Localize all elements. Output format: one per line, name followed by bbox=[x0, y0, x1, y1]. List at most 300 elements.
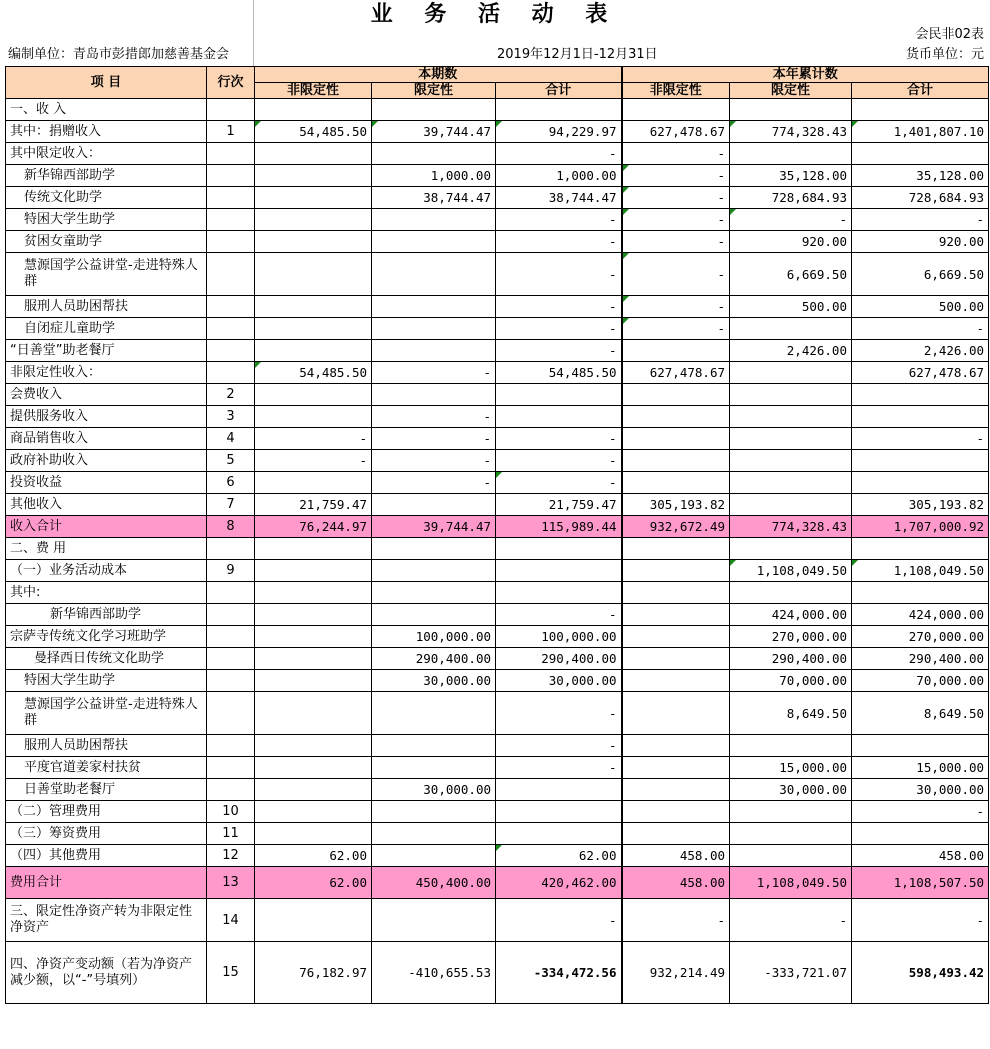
cell-current-total: - bbox=[496, 209, 622, 231]
cell-current-unrestricted bbox=[255, 560, 372, 582]
cell-ytd-restricted bbox=[730, 823, 852, 845]
row-line-number: 8 bbox=[207, 516, 255, 538]
row-line-number bbox=[207, 604, 255, 626]
cell-ytd-restricted: 728,684.93 bbox=[730, 187, 852, 209]
cell-ytd-total: 270,000.00 bbox=[852, 626, 989, 648]
cell-ytd-unrestricted: 627,478.67 bbox=[622, 362, 730, 384]
table-row bbox=[6, 757, 989, 779]
cell-ytd-unrestricted: 932,214.49 bbox=[622, 942, 730, 1004]
row-item-label: （一）业务活动成本 bbox=[6, 560, 207, 582]
cell-current-restricted: 39,744.47 bbox=[372, 516, 496, 538]
header-ytd-total: 合计 bbox=[852, 83, 989, 99]
cell-current-restricted bbox=[372, 143, 496, 165]
row-line-number bbox=[207, 779, 255, 801]
cell-ytd-restricted: 774,328.43 bbox=[730, 516, 852, 538]
row-item-label: 其他收入 bbox=[6, 494, 207, 516]
cell-current-restricted bbox=[372, 845, 496, 867]
cell-current-restricted bbox=[372, 384, 496, 406]
table-row bbox=[6, 516, 989, 538]
row-line-number: 11 bbox=[207, 823, 255, 845]
cell-ytd-unrestricted bbox=[622, 823, 730, 845]
cell-ytd-total: 728,684.93 bbox=[852, 187, 989, 209]
cell-ytd-restricted: 774,328.43 bbox=[730, 121, 852, 143]
cell-current-unrestricted bbox=[255, 406, 372, 428]
cell-current-restricted bbox=[372, 318, 496, 340]
cell-current-total: 290,400.00 bbox=[496, 648, 622, 670]
cell-ytd-unrestricted bbox=[622, 450, 730, 472]
cell-ytd-total: 627,478.67 bbox=[852, 362, 989, 384]
cell-ytd-restricted: 270,000.00 bbox=[730, 626, 852, 648]
cell-current-unrestricted bbox=[255, 582, 372, 604]
cell-current-total bbox=[496, 779, 622, 801]
row-item-label: 政府补助收入 bbox=[6, 450, 207, 472]
row-item-label: 提供服务收入 bbox=[6, 406, 207, 428]
cell-current-restricted: - bbox=[372, 362, 496, 384]
cell-ytd-total: 1,108,507.50 bbox=[852, 867, 989, 899]
row-line-number: 13 bbox=[207, 867, 255, 899]
cell-ytd-restricted: 2,426.00 bbox=[730, 340, 852, 362]
table-row bbox=[6, 626, 989, 648]
cell-current-unrestricted: 21,759.47 bbox=[255, 494, 372, 516]
cell-ytd-restricted: 500.00 bbox=[730, 296, 852, 318]
cell-current-total: - bbox=[496, 296, 622, 318]
cell-ytd-restricted: 30,000.00 bbox=[730, 779, 852, 801]
row-item-label: 费用合计 bbox=[6, 867, 207, 899]
row-item-label: 传统文化助学 bbox=[6, 187, 207, 209]
cell-current-total: - bbox=[496, 899, 622, 942]
header-line: 行次 bbox=[207, 67, 255, 99]
cell-ytd-restricted bbox=[730, 143, 852, 165]
cell-ytd-unrestricted: 932,672.49 bbox=[622, 516, 730, 538]
row-item-label: （四）其他费用 bbox=[6, 845, 207, 867]
table-row bbox=[6, 340, 989, 362]
row-item-label: 特困大学生助学 bbox=[6, 209, 207, 231]
cell-current-restricted bbox=[372, 801, 496, 823]
cell-ytd-restricted bbox=[730, 538, 852, 560]
cell-current-unrestricted: 76,182.97 bbox=[255, 942, 372, 1004]
cell-current-unrestricted bbox=[255, 384, 372, 406]
table-row bbox=[6, 318, 989, 340]
row-line-number bbox=[207, 362, 255, 384]
cell-current-restricted bbox=[372, 538, 496, 560]
cell-ytd-unrestricted bbox=[622, 670, 730, 692]
cell-ytd-total: 70,000.00 bbox=[852, 670, 989, 692]
cell-current-unrestricted: 76,244.97 bbox=[255, 516, 372, 538]
cell-ytd-restricted: 8,649.50 bbox=[730, 692, 852, 735]
cell-current-restricted bbox=[372, 99, 496, 121]
cell-ytd-total: 424,000.00 bbox=[852, 604, 989, 626]
row-item-label: 其中限定收入： bbox=[6, 143, 207, 165]
row-line-number bbox=[207, 318, 255, 340]
cell-ytd-total: 2,426.00 bbox=[852, 340, 989, 362]
row-item-label: 二、费 用 bbox=[6, 538, 207, 560]
cell-ytd-total: - bbox=[852, 318, 989, 340]
cell-ytd-restricted: 1,108,049.50 bbox=[730, 867, 852, 899]
cell-current-unrestricted bbox=[255, 757, 372, 779]
cell-current-restricted bbox=[372, 757, 496, 779]
cell-ytd-total: 8,649.50 bbox=[852, 692, 989, 735]
cell-current-restricted: 290,400.00 bbox=[372, 648, 496, 670]
cell-ytd-unrestricted bbox=[622, 692, 730, 735]
cell-current-restricted bbox=[372, 340, 496, 362]
cell-ytd-restricted: 424,000.00 bbox=[730, 604, 852, 626]
header-item: 项 目 bbox=[6, 67, 207, 99]
cell-current-unrestricted: - bbox=[255, 428, 372, 450]
cell-current-unrestricted bbox=[255, 340, 372, 362]
row-line-number bbox=[207, 648, 255, 670]
cell-ytd-total bbox=[852, 582, 989, 604]
row-item-label: 曼择西日传统文化助学 bbox=[6, 648, 207, 670]
cell-ytd-total: 458.00 bbox=[852, 845, 989, 867]
table-row bbox=[6, 582, 989, 604]
cell-current-total bbox=[496, 823, 622, 845]
row-line-number bbox=[207, 735, 255, 757]
cell-current-total: 21,759.47 bbox=[496, 494, 622, 516]
cell-current-restricted bbox=[372, 231, 496, 253]
cell-ytd-unrestricted bbox=[622, 757, 730, 779]
cell-ytd-restricted: 6,669.50 bbox=[730, 253, 852, 296]
cell-current-restricted bbox=[372, 560, 496, 582]
table-row bbox=[6, 296, 989, 318]
cell-current-restricted bbox=[372, 253, 496, 296]
cell-ytd-total: - bbox=[852, 428, 989, 450]
cell-current-unrestricted bbox=[255, 538, 372, 560]
cell-current-total: -334,472.56 bbox=[496, 942, 622, 1004]
cell-current-unrestricted bbox=[255, 692, 372, 735]
cell-current-total bbox=[496, 99, 622, 121]
row-item-label: （三）筹资费用 bbox=[6, 823, 207, 845]
cell-current-total: - bbox=[496, 143, 622, 165]
table-row bbox=[6, 604, 989, 626]
cell-ytd-unrestricted bbox=[622, 779, 730, 801]
table-row bbox=[6, 867, 989, 899]
cell-ytd-unrestricted: - bbox=[622, 209, 730, 231]
cell-ytd-unrestricted bbox=[622, 428, 730, 450]
cell-ytd-unrestricted bbox=[622, 582, 730, 604]
cell-ytd-total bbox=[852, 384, 989, 406]
cell-ytd-total bbox=[852, 538, 989, 560]
cell-current-unrestricted: 54,485.50 bbox=[255, 121, 372, 143]
cell-ytd-restricted bbox=[730, 845, 852, 867]
row-line-number: 6 bbox=[207, 472, 255, 494]
cell-ytd-unrestricted: - bbox=[622, 187, 730, 209]
row-line-number: 14 bbox=[207, 899, 255, 942]
cell-ytd-unrestricted bbox=[622, 340, 730, 362]
table-row bbox=[6, 560, 989, 582]
table-row bbox=[6, 253, 989, 296]
table-row bbox=[6, 428, 989, 450]
row-line-number bbox=[207, 165, 255, 187]
cell-ytd-unrestricted: - bbox=[622, 231, 730, 253]
table-row bbox=[6, 165, 989, 187]
row-item-label: 新华锦西部助学 bbox=[6, 604, 207, 626]
table-row bbox=[6, 692, 989, 735]
cell-current-unrestricted bbox=[255, 899, 372, 942]
cell-ytd-restricted bbox=[730, 735, 852, 757]
cell-current-total: - bbox=[496, 428, 622, 450]
table-row bbox=[6, 362, 989, 384]
cell-current-total bbox=[496, 538, 622, 560]
cell-ytd-unrestricted: - bbox=[622, 899, 730, 942]
cell-current-restricted: 100,000.00 bbox=[372, 626, 496, 648]
cell-ytd-total: 30,000.00 bbox=[852, 779, 989, 801]
table-row bbox=[6, 472, 989, 494]
table-row bbox=[6, 121, 989, 143]
cell-current-total: - bbox=[496, 692, 622, 735]
cell-current-total: 115,989.44 bbox=[496, 516, 622, 538]
row-line-number bbox=[207, 209, 255, 231]
cell-current-total: - bbox=[496, 604, 622, 626]
cell-ytd-restricted bbox=[730, 362, 852, 384]
table-row bbox=[6, 209, 989, 231]
cell-ytd-unrestricted: - bbox=[622, 318, 730, 340]
row-item-label: 慧源国学公益讲堂-走进特殊人群 bbox=[6, 253, 207, 296]
cell-ytd-total: 500.00 bbox=[852, 296, 989, 318]
cell-ytd-total: - bbox=[852, 899, 989, 942]
cell-current-unrestricted bbox=[255, 318, 372, 340]
cell-current-unrestricted bbox=[255, 779, 372, 801]
row-line-number bbox=[207, 757, 255, 779]
row-line-number bbox=[207, 99, 255, 121]
cell-ytd-total: 35,128.00 bbox=[852, 165, 989, 187]
row-line-number bbox=[207, 143, 255, 165]
cell-ytd-unrestricted bbox=[622, 801, 730, 823]
header-current-unrestricted: 非限定性 bbox=[255, 83, 372, 99]
cell-current-total: 38,744.47 bbox=[496, 187, 622, 209]
cell-ytd-total bbox=[852, 406, 989, 428]
row-item-label: 服刑人员助困帮扶 bbox=[6, 296, 207, 318]
cell-current-restricted bbox=[372, 296, 496, 318]
cell-ytd-restricted: 35,128.00 bbox=[730, 165, 852, 187]
cell-current-unrestricted bbox=[255, 801, 372, 823]
cell-current-unrestricted bbox=[255, 604, 372, 626]
row-line-number bbox=[207, 582, 255, 604]
cell-ytd-unrestricted bbox=[622, 626, 730, 648]
cell-ytd-total bbox=[852, 143, 989, 165]
row-item-label: 服刑人员助困帮扶 bbox=[6, 735, 207, 757]
cell-ytd-restricted bbox=[730, 99, 852, 121]
table-row bbox=[6, 231, 989, 253]
cell-current-restricted: 38,744.47 bbox=[372, 187, 496, 209]
row-item-label: 投资收益 bbox=[6, 472, 207, 494]
cell-ytd-unrestricted: 627,478.67 bbox=[622, 121, 730, 143]
cell-ytd-total: - bbox=[852, 801, 989, 823]
cell-ytd-restricted bbox=[730, 494, 852, 516]
cell-current-unrestricted: 54,485.50 bbox=[255, 362, 372, 384]
cell-current-total bbox=[496, 801, 622, 823]
cell-ytd-restricted bbox=[730, 582, 852, 604]
cell-ytd-unrestricted bbox=[622, 648, 730, 670]
cell-current-unrestricted bbox=[255, 823, 372, 845]
header-current: 本期数 bbox=[255, 67, 622, 83]
cell-current-total: - bbox=[496, 340, 622, 362]
row-item-label: 慧源国学公益讲堂-走进特殊人群 bbox=[6, 692, 207, 735]
cell-ytd-total bbox=[852, 472, 989, 494]
table-row bbox=[6, 648, 989, 670]
row-line-number: 2 bbox=[207, 384, 255, 406]
cell-current-restricted bbox=[372, 823, 496, 845]
cell-ytd-restricted bbox=[730, 472, 852, 494]
cell-current-unrestricted: - bbox=[255, 450, 372, 472]
cell-current-restricted: 450,400.00 bbox=[372, 867, 496, 899]
cell-ytd-unrestricted bbox=[622, 538, 730, 560]
cell-ytd-restricted: -333,721.07 bbox=[730, 942, 852, 1004]
cell-current-unrestricted bbox=[255, 296, 372, 318]
form-code: 会民非02表 bbox=[915, 27, 984, 42]
report-title: 业 务 活 动 表 bbox=[370, 2, 620, 27]
header-current-total: 合计 bbox=[496, 83, 622, 99]
table-row bbox=[6, 801, 989, 823]
cell-current-unrestricted bbox=[255, 735, 372, 757]
cell-current-unrestricted bbox=[255, 648, 372, 670]
cell-ytd-restricted: - bbox=[730, 899, 852, 942]
cell-current-unrestricted bbox=[255, 165, 372, 187]
cell-current-restricted bbox=[372, 604, 496, 626]
cell-current-unrestricted bbox=[255, 231, 372, 253]
table-row bbox=[6, 735, 989, 757]
cell-current-unrestricted bbox=[255, 670, 372, 692]
cell-current-restricted bbox=[372, 582, 496, 604]
row-line-number: 5 bbox=[207, 450, 255, 472]
table-row bbox=[6, 823, 989, 845]
cell-ytd-restricted bbox=[730, 406, 852, 428]
row-item-label: 宗萨寺传统文化学习班助学 bbox=[6, 626, 207, 648]
cell-current-unrestricted bbox=[255, 187, 372, 209]
cell-current-restricted: - bbox=[372, 472, 496, 494]
row-line-number: 3 bbox=[207, 406, 255, 428]
cell-current-total: - bbox=[496, 757, 622, 779]
row-line-number: 4 bbox=[207, 428, 255, 450]
row-line-number: 15 bbox=[207, 942, 255, 1004]
cell-current-restricted bbox=[372, 209, 496, 231]
cell-ytd-total: 598,493.42 bbox=[852, 942, 989, 1004]
row-item-label: 会费收入 bbox=[6, 384, 207, 406]
cell-ytd-unrestricted bbox=[622, 604, 730, 626]
header-ytd: 本年累计数 bbox=[622, 67, 989, 83]
cell-current-unrestricted bbox=[255, 209, 372, 231]
cell-current-total: - bbox=[496, 318, 622, 340]
row-line-number bbox=[207, 538, 255, 560]
cell-current-restricted: - bbox=[372, 406, 496, 428]
row-item-label: 商品销售收入 bbox=[6, 428, 207, 450]
row-item-label: 非限定性收入： bbox=[6, 362, 207, 384]
cell-ytd-unrestricted: - bbox=[622, 253, 730, 296]
cell-current-total: - bbox=[496, 253, 622, 296]
cell-ytd-total: 920.00 bbox=[852, 231, 989, 253]
cell-current-total: - bbox=[496, 231, 622, 253]
cell-ytd-unrestricted: - bbox=[622, 165, 730, 187]
cell-ytd-total bbox=[852, 450, 989, 472]
row-line-number: 12 bbox=[207, 845, 255, 867]
row-line-number: 7 bbox=[207, 494, 255, 516]
table-row bbox=[6, 942, 989, 1004]
cell-ytd-unrestricted bbox=[622, 99, 730, 121]
cell-ytd-restricted: 1,108,049.50 bbox=[730, 560, 852, 582]
cell-ytd-restricted bbox=[730, 801, 852, 823]
cell-current-total: - bbox=[496, 450, 622, 472]
cell-current-total: 1,000.00 bbox=[496, 165, 622, 187]
cell-ytd-total bbox=[852, 99, 989, 121]
cell-current-total bbox=[496, 384, 622, 406]
cell-current-total: 62.00 bbox=[496, 845, 622, 867]
cell-ytd-unrestricted: - bbox=[622, 296, 730, 318]
cell-current-total bbox=[496, 582, 622, 604]
cell-ytd-restricted bbox=[730, 428, 852, 450]
cell-current-total: - bbox=[496, 472, 622, 494]
cell-current-unrestricted bbox=[255, 253, 372, 296]
table-row bbox=[6, 384, 989, 406]
row-item-label: 日善堂助老餐厅 bbox=[6, 779, 207, 801]
cell-current-restricted: 30,000.00 bbox=[372, 779, 496, 801]
cell-ytd-unrestricted bbox=[622, 384, 730, 406]
table-row bbox=[6, 779, 989, 801]
cell-ytd-unrestricted: 305,193.82 bbox=[622, 494, 730, 516]
row-item-label: 贫困女童助学 bbox=[6, 231, 207, 253]
cell-ytd-unrestricted: 458.00 bbox=[622, 845, 730, 867]
cell-ytd-total: - bbox=[852, 209, 989, 231]
header-ytd-restricted: 限定性 bbox=[730, 83, 852, 99]
cell-ytd-unrestricted bbox=[622, 560, 730, 582]
cell-ytd-total: 290,400.00 bbox=[852, 648, 989, 670]
cell-ytd-total bbox=[852, 735, 989, 757]
activity-table bbox=[5, 66, 989, 1004]
row-line-number: 9 bbox=[207, 560, 255, 582]
cell-current-unrestricted bbox=[255, 626, 372, 648]
table-row bbox=[6, 538, 989, 560]
row-item-label: 四、净资产变动额（若为净资产减少额，以“-”号填列） bbox=[6, 942, 207, 1004]
cell-current-restricted bbox=[372, 692, 496, 735]
header-current-restricted: 限定性 bbox=[372, 83, 496, 99]
table-row bbox=[6, 845, 989, 867]
header-ytd-unrestricted: 非限定性 bbox=[622, 83, 730, 99]
cell-ytd-restricted: 15,000.00 bbox=[730, 757, 852, 779]
row-item-label: 其中：捐赠收入 bbox=[6, 121, 207, 143]
cell-ytd-restricted: 70,000.00 bbox=[730, 670, 852, 692]
row-line-number bbox=[207, 231, 255, 253]
cell-ytd-unrestricted: - bbox=[622, 143, 730, 165]
table-row bbox=[6, 899, 989, 942]
cell-current-restricted bbox=[372, 735, 496, 757]
cell-ytd-unrestricted: 458.00 bbox=[622, 867, 730, 899]
cell-current-unrestricted bbox=[255, 143, 372, 165]
row-item-label: （二）管理费用 bbox=[6, 801, 207, 823]
cell-ytd-restricted bbox=[730, 450, 852, 472]
cell-ytd-restricted: 290,400.00 bbox=[730, 648, 852, 670]
cell-current-total: 100,000.00 bbox=[496, 626, 622, 648]
row-line-number: 1 bbox=[207, 121, 255, 143]
cell-ytd-restricted: - bbox=[730, 209, 852, 231]
row-item-label: 新华锦西部助学 bbox=[6, 165, 207, 187]
cell-ytd-total: 1,707,000.92 bbox=[852, 516, 989, 538]
cell-current-restricted: 1,000.00 bbox=[372, 165, 496, 187]
table-row bbox=[6, 670, 989, 692]
row-item-label: 收入合计 bbox=[6, 516, 207, 538]
period: 2019年12月1日-12月31日 bbox=[497, 47, 658, 62]
cell-current-total bbox=[496, 560, 622, 582]
cell-ytd-total: 6,669.50 bbox=[852, 253, 989, 296]
cell-current-unrestricted: 62.00 bbox=[255, 845, 372, 867]
cell-current-total: 30,000.00 bbox=[496, 670, 622, 692]
cell-current-restricted: - bbox=[372, 450, 496, 472]
cell-ytd-total bbox=[852, 823, 989, 845]
cell-ytd-unrestricted bbox=[622, 406, 730, 428]
row-line-number bbox=[207, 253, 255, 296]
cell-current-total: 420,462.00 bbox=[496, 867, 622, 899]
cell-current-restricted bbox=[372, 899, 496, 942]
cell-current-restricted bbox=[372, 494, 496, 516]
gridline bbox=[253, 0, 254, 66]
cell-ytd-total: 15,000.00 bbox=[852, 757, 989, 779]
